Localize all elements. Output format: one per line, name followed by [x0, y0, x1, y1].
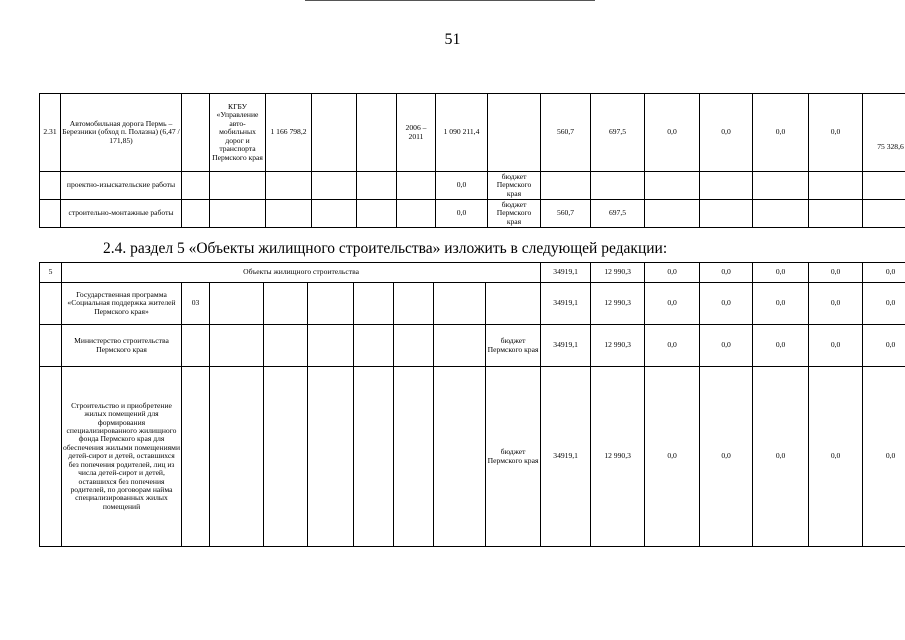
construction-row [40, 367, 905, 547]
sub2-total: 0,0 [436, 200, 488, 228]
road-sub-row-construction [40, 200, 905, 228]
road-v4: 0,0 [700, 94, 753, 172]
road-table [39, 93, 905, 228]
r4-v6: 0,0 [809, 367, 863, 547]
road-v2: 697,5 [591, 94, 645, 172]
r3-v7: 0,0 [863, 325, 905, 367]
r2-v6: 0,0 [809, 283, 863, 325]
sub2-v1: 560,7 [541, 200, 591, 228]
r4-v3: 0,0 [645, 367, 700, 547]
construction-source: бюджет Пермского края [486, 367, 541, 547]
program-name: Государственная программа «Социальная поддержка жителей Пермского края» [62, 283, 182, 325]
sub1-name: проектно-изыскательские работы [61, 172, 182, 200]
r4-v1: 34919,1 [541, 367, 591, 547]
ministry-source: бюджет Пермского края [486, 325, 541, 367]
r4-v5: 0,0 [753, 367, 809, 547]
section-title: Объекты жилищного строительства [62, 263, 541, 283]
section-heading: 2.4. раздел 5 «Объекты жилищного строительства» изложить в следующей редакции: [103, 240, 668, 257]
r2-v4: 0,0 [700, 283, 753, 325]
r1-v5: 0,0 [753, 263, 809, 283]
top-rule [305, 0, 595, 1]
r2-v7: 0,0 [863, 283, 905, 325]
road-main-row [40, 94, 905, 172]
ministry-name: Министерство строительства Пермского края [62, 325, 182, 367]
road-name: Автомобильная дорога Пермь – Березники (обход п. Полазна) (6,47 / 171,85) [61, 94, 182, 172]
sub1-source: бюджет Пермского края [488, 172, 541, 200]
r2-v1: 34919,1 [541, 283, 591, 325]
road-v1: 560,7 [541, 94, 591, 172]
housing-section-row [40, 263, 905, 283]
sub1-total: 0,0 [436, 172, 488, 200]
r3-v4: 0,0 [700, 325, 753, 367]
r4-v2: 12 990,3 [591, 367, 645, 547]
r1-v1: 34919,1 [541, 263, 591, 283]
road-v7: 75 328,6 [863, 94, 905, 172]
program-row [40, 283, 905, 325]
r3-v1: 34919,1 [541, 325, 591, 367]
ministry-row [40, 325, 905, 367]
road-period: 2006 – 2011 [397, 94, 436, 172]
road-executor: КГБУ «Управление авто-мобильных дорог и транспорта Пермского края [210, 94, 266, 172]
program-code: 03 [182, 283, 210, 325]
sub2-source: бюджет Пермского края [488, 200, 541, 228]
road-num: 2.31 [40, 94, 61, 172]
section-num: 5 [40, 263, 62, 283]
r1-v4: 0,0 [700, 263, 753, 283]
r4-v4: 0,0 [700, 367, 753, 547]
r4-v7: 0,0 [863, 367, 905, 547]
r1-v3: 0,0 [645, 263, 700, 283]
r1-v6: 0,0 [809, 263, 863, 283]
r3-v6: 0,0 [809, 325, 863, 367]
road-v5: 0,0 [753, 94, 809, 172]
road-cost: 1 166 798,2 [266, 94, 312, 172]
housing-table [39, 262, 905, 547]
r3-v5: 0,0 [753, 325, 809, 367]
road-v6: 0,0 [809, 94, 863, 172]
r2-v2: 12 990,3 [591, 283, 645, 325]
page-number: 51 [444, 31, 461, 48]
r3-v2: 12 990,3 [591, 325, 645, 367]
road-total: 1 090 211,4 [436, 94, 488, 172]
construction-name: Строительство и приобретение жилых помещений для формирования специализированного жилищного фонда Пермского края для обеспечения жилыми помещениями детей-сирот и детей, оставшихся без попечения родителей, лиц из числа детей-сирот и детей, оставшихся без попечения родителей, по договорам найма специализированных жилых помещений [62, 367, 182, 547]
road-sub-row-survey [40, 172, 905, 200]
r1-v7: 0,0 [863, 263, 905, 283]
sub2-v2: 697,5 [591, 200, 645, 228]
r1-v2: 12 990,3 [591, 263, 645, 283]
r3-v3: 0,0 [645, 325, 700, 367]
r2-v3: 0,0 [645, 283, 700, 325]
r2-v5: 0,0 [753, 283, 809, 325]
sub2-name: строительно-монтажные работы [61, 200, 182, 228]
road-v3: 0,0 [645, 94, 700, 172]
